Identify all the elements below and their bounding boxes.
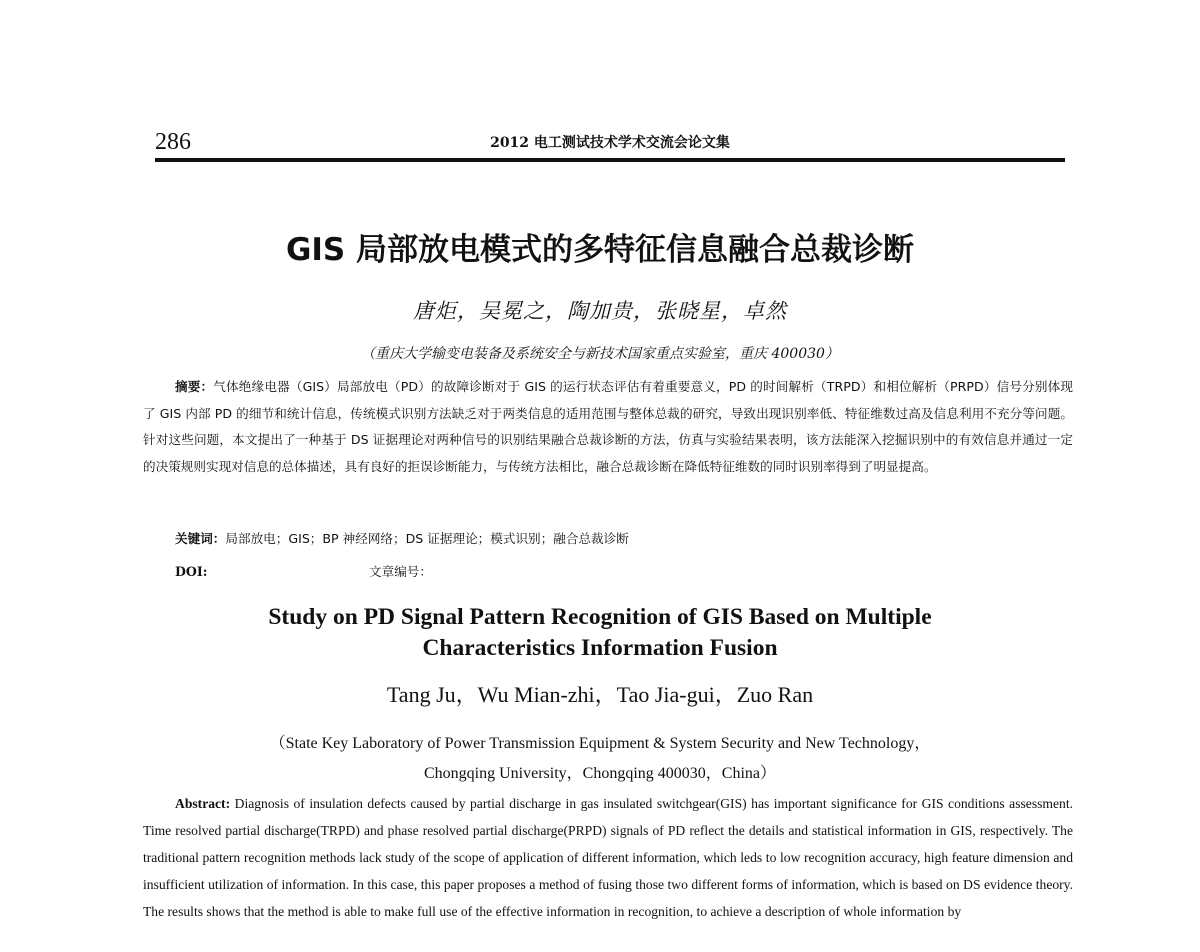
doi-line bbox=[175, 561, 775, 583]
keywords-text: 局部放电；GIS；BP 神经网络；DS 证据理论；模式识别；融合总裁诊断 bbox=[225, 531, 629, 546]
english-title bbox=[0, 602, 1200, 664]
page-header bbox=[155, 128, 1065, 164]
chinese-title: GIS 局部放电模式的多特征信息融合总裁诊断 bbox=[285, 232, 915, 268]
chinese-abstract bbox=[143, 374, 1073, 480]
english-affiliation bbox=[0, 729, 1200, 789]
english-affiliation-line-1: （State Key Laboratory of Power Transmission Equipment & System Security and New Technology， bbox=[269, 735, 931, 752]
header-rule bbox=[155, 158, 1065, 162]
doi-label: DOI: bbox=[175, 564, 208, 579]
english-title-line-1: Study on PD Signal Pattern Recognition of GIS Based on Multiple bbox=[268, 604, 932, 630]
english-abstract-text: Diagnosis of insulation defects caused by partial discharge in gas insulated switchgear(GIS) has important significance for GIS conditions assessment. Time resolved partial discharge(TRPD) and phase resolved partial discharge(PRPD) signals of PD reflect the details and statistical information in GIS, respectively. The traditional pattern recognition methods lack study of the scope of application of different information, which leds to low recognition accuracy, high feature dimension and insufficient utilization of information. In this case, this paper proposes a method of fusing those two different forms of information, which is based on DS evidence theory. The results shows that the method is able to make full use of the effective information in recognition, to achieve a description of whole information by bbox=[143, 796, 1073, 919]
article-number-label: 文章编号： bbox=[369, 564, 432, 579]
english-title-line-2: Characteristics Information Fusion bbox=[422, 635, 778, 661]
chinese-keywords bbox=[175, 528, 1075, 550]
chinese-authors: 唐炬，吴冕之，陶加贵，张晓星，卓然 bbox=[413, 299, 787, 323]
chinese-abstract-text: 气体绝缘电器（GIS）局部放电（PD）的故障诊断对于 GIS 的运行状态评估有着重要意义，PD 的时间解析（TRPD）和相位解析（PRPD）信号分别体现了 GIS 内部 PD 的细节和统计信息，传统模式识别方法缺乏对于两类信息的适用范围与整体总裁的研究，导致出现识别率低、特征维数过高及信息利用不充分等问题。针对这些问题，本文提出了一种基于 DS 证据理论对两种信号的识别结果融合总裁诊断的方法，仿真与实验结果表明，该方法能深入挖掘识别中的有效信息并通过一定的决策规则实现对信息的总体描述，具有良好的拒误诊断能力，与传统方法相比，融合总裁诊断在降低特征维数的同时识别率得到了明显提高。 bbox=[143, 379, 1073, 474]
keywords-label: 关键词： bbox=[175, 531, 226, 546]
page-number: 286 bbox=[155, 129, 191, 155]
english-abstract-label: Abstract: bbox=[175, 796, 231, 811]
chinese-abstract-label: 摘要： bbox=[175, 379, 214, 394]
chinese-affiliation: （重庆大学输变电装备及系统安全与新技术国家重点实验室，重庆 400030） bbox=[361, 346, 839, 362]
english-abstract bbox=[143, 790, 1073, 925]
running-head: 2012 电工测试技术学术交流会论文集 bbox=[490, 135, 730, 151]
english-authors: Tang Ju，Wu Mian-zhi，Tao Jia-gui，Zuo Ran bbox=[386, 682, 814, 707]
english-affiliation-line-2: Chongqing University，Chongqing 400030，China） bbox=[423, 765, 776, 782]
